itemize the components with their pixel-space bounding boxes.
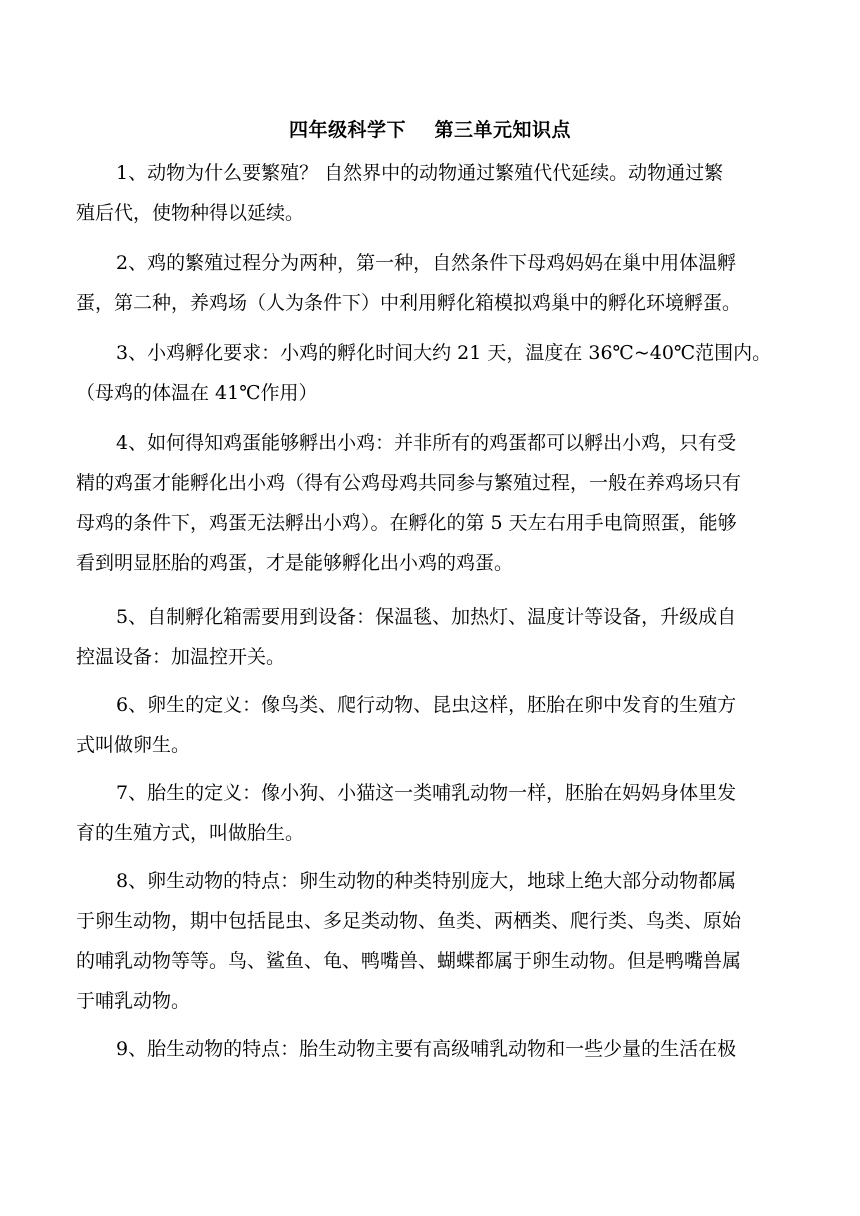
paragraph-line: 7、胎生的定义：像小狗、小猫这一类哺乳动物一样，胚胎在妈妈身体里发 bbox=[116, 782, 737, 804]
paragraph-line: 2、鸡的繁殖过程分为两种，第一种，自然条件下母鸡妈妈在巢中用体温孵 bbox=[116, 252, 737, 274]
paragraph-line: 殖后代，使物种得以延续。 bbox=[76, 202, 305, 224]
paragraph-2 bbox=[76, 243, 784, 323]
paragraph-line: 5、自制孵化箱需要用到设备：保温毯、加热灯、温度计等设备，升级成自 bbox=[116, 606, 737, 628]
paragraph-line: 于卵生动物，期中包括昆虫、多足类动物、鱼类、两栖类、爬行类、鸟类、原始 bbox=[76, 910, 742, 932]
paragraph-line: 的哺乳动物等等。鸟、鲨鱼、龟、鸭嘴兽、蝴蝶都属于卵生动物。但是鸭嘴兽属 bbox=[76, 950, 742, 972]
paragraph-line: 9、胎生动物的特点：胎生动物主要有高级哺乳动物和一些少量的生活在极 bbox=[116, 1038, 737, 1060]
paragraph-line: 3、小鸡孵化要求：小鸡的孵化时间大约 21 天，温度在 36℃~40℃范围内。 bbox=[116, 342, 772, 364]
paragraph-line: 于哺乳动物。 bbox=[76, 990, 191, 1012]
paragraph-7 bbox=[76, 773, 784, 853]
paragraph-line: 蛋，第二种，养鸡场（人为条件下）中利用孵化箱模拟鸡巢中的孵化环境孵蛋。 bbox=[76, 292, 742, 314]
document-title: 四年级科学下 第三单元知识点 bbox=[289, 119, 571, 141]
paragraph-6 bbox=[76, 685, 784, 765]
paragraph-3 bbox=[76, 333, 784, 413]
paragraph-line: （母鸡的体温在 41℃作用） bbox=[76, 382, 318, 404]
document-page bbox=[76, 0, 784, 1216]
paragraph-1 bbox=[76, 153, 784, 233]
paragraph-line: 精的鸡蛋才能孵化出小鸡（得有公鸡母鸡共同参与繁殖过程，一般在养鸡场只有 bbox=[76, 472, 742, 494]
paragraph-line: 式叫做卵生。 bbox=[76, 734, 191, 756]
paragraph-5 bbox=[76, 597, 784, 677]
paragraph-8 bbox=[76, 861, 784, 1021]
paragraph-9 bbox=[76, 1029, 784, 1069]
paragraph-line: 控温设备：加温控开关。 bbox=[76, 646, 286, 668]
paragraph-line: 1、动物为什么要繁殖？ 自然界中的动物通过繁殖代代延续。动物通过繁 bbox=[116, 162, 724, 184]
paragraph-line: 6、卵生的定义：像鸟类、爬行动物、昆虫这样，胚胎在卵中发育的生殖方 bbox=[116, 694, 737, 716]
paragraph-line: 4、如何得知鸡蛋能够孵出小鸡：并非所有的鸡蛋都可以孵出小鸡，只有受 bbox=[116, 432, 737, 454]
paragraph-line: 育的生殖方式，叫做胎生。 bbox=[76, 822, 305, 844]
paragraph-line: 看到明显胚胎的鸡蛋，才是能够孵化出小鸡的鸡蛋。 bbox=[76, 552, 514, 574]
paragraph-line: 8、卵生动物的特点：卵生动物的种类特别庞大，地球上绝大部分动物都属 bbox=[116, 870, 737, 892]
paragraph-4 bbox=[76, 423, 784, 583]
paragraph-line: 母鸡的条件下，鸡蛋无法孵出小鸡）。在孵化的第 5 天左右用手电筒照蛋，能够 bbox=[76, 512, 737, 534]
